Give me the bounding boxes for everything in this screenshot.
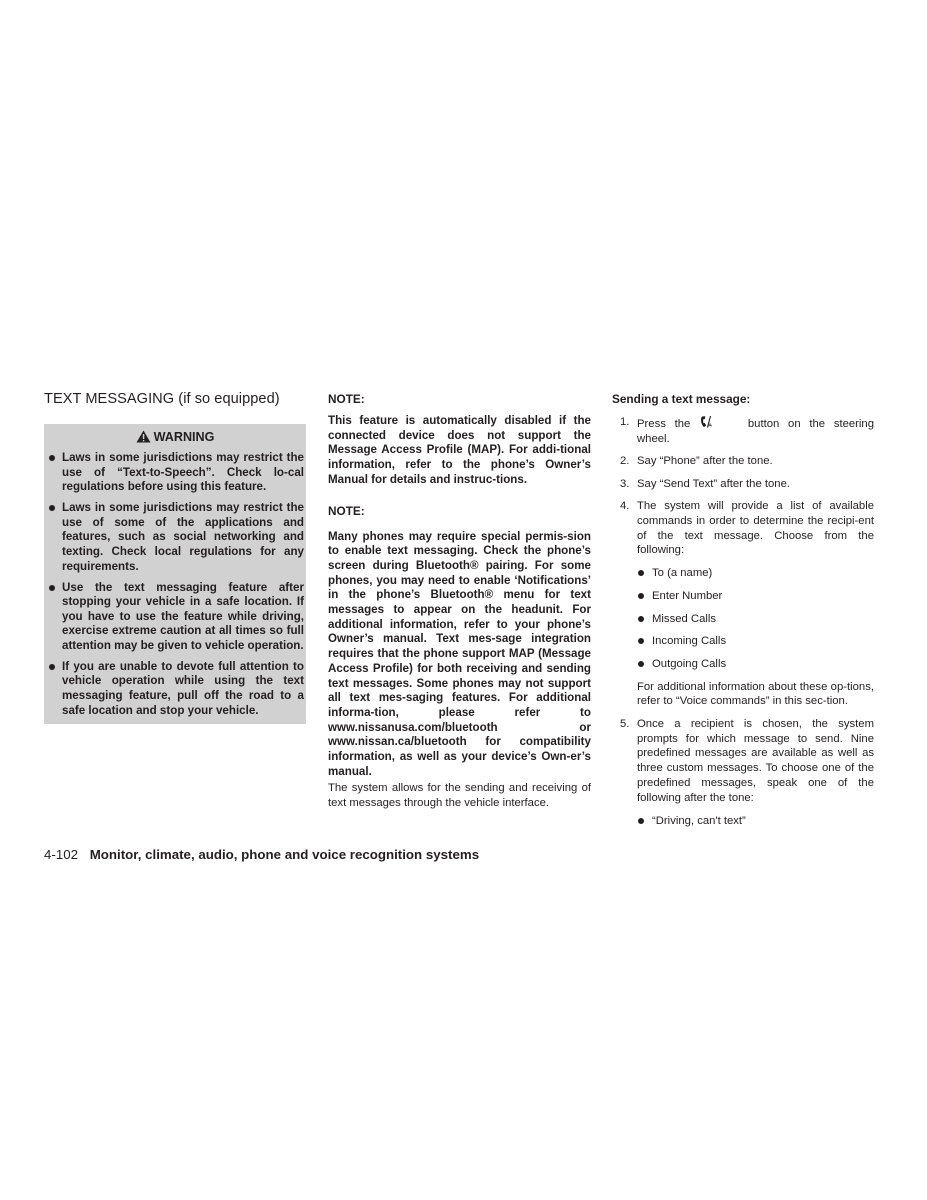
- bullet-icon: [638, 570, 644, 576]
- note-body: This feature is automatically disabled if the connected device does not support the Message Access Profile (MAP). For addi-tional information, refer to the phone’s Owner’s Manual for details and instruc-tions.: [328, 414, 591, 486]
- option-item: Missed Calls: [637, 612, 874, 627]
- warning-item: Use the text messaging feature after stopping your vehicle in a safe location. If you have to use the feature while driving, exercise extreme caution at all times so full attention may be given to vehicle operation.: [46, 581, 304, 654]
- bullet-icon: [49, 505, 55, 511]
- note-body: Many phones may require special permis-sion to enable text messaging. Check the phone’s screen during Bluetooth® pairing. For some phones, you may need to enable ‘Notifications’ in the phone’s Bluetooth® menu for text messages to appear on the headunit. For additional information, refer to your phone’s Owner’s manual. Text mes-sage integration requires that the phone support MAP (Message Access Profile) for both receiving and sending text messages. Some phones may not support all text mes-saging features. For additional informa-tion, please refer to www.nissanusa.com/bluetooth or www.nissan.ca/bluetooth for compatibility information, as well as your device’s Own-er’s manual.: [328, 529, 591, 778]
- steps-list: [612, 415, 874, 828]
- page-footer: [44, 847, 479, 862]
- intro-text: The system allows for the sending and receiving of text messages through the vehicle interface.: [328, 782, 591, 809]
- warning-item: Laws in some jurisdictions may restrict the use of “Text-to-Speech”. Check lo-cal regulations before using this feature.: [46, 451, 304, 495]
- bullet-icon: [49, 455, 55, 461]
- bullet-icon: [638, 593, 644, 599]
- footer-title: Monitor, climate, audio, phone and voice recognition systems: [89, 847, 480, 862]
- bullet-icon: [638, 638, 644, 644]
- recipient-options: [637, 566, 874, 672]
- bullet-icon: [638, 661, 644, 667]
- step-note: For additional information about these op-tions, refer to “Voice commands” in this sec-tion.: [637, 680, 874, 708]
- right-column: [612, 388, 874, 836]
- bullet-icon: [49, 664, 55, 670]
- bullet-icon: [49, 585, 55, 591]
- middle-column: [328, 388, 591, 810]
- step-item: 5. Once a recipient is chosen, the system prompts for which message to send. Nine predefined messages are available as well as three custom messages. To choose one of the predefined messages, speak one of the following after the tone: “Driving, can't text”: [620, 717, 874, 827]
- option-item: “Driving, can't text”: [637, 814, 874, 829]
- warning-box: [44, 424, 306, 724]
- step-item: 3. Say “Send Text” after the tone.: [620, 477, 791, 490]
- option-item: To (a name): [637, 566, 874, 581]
- option-item: Outgoing Calls: [637, 657, 874, 672]
- page-number: 4-102: [44, 847, 79, 862]
- bullet-icon: [638, 818, 644, 824]
- phone-voice-icon: [699, 415, 739, 429]
- step-item: 4. The system will provide a list of available commands in order to determine the recipi-ent of the text message. Choose from the following: To (a name) Enter Number Missed Calls Incoming Calls Outgoing Calls For additional information about these op-tions, refer to “Voice commands” in this sec-tion.: [620, 499, 874, 708]
- sending-heading: Sending a text message:: [612, 392, 751, 406]
- warning-list: [46, 451, 304, 718]
- note-label: NOTE:: [328, 503, 365, 518]
- option-item: Enter Number: [637, 589, 874, 604]
- warning-header: [46, 428, 304, 445]
- message-options: [637, 814, 874, 829]
- warning-item: If you are unable to devote full attention to vehicle operation while using the text messaging feature, pull off the road to a safe location and stop your vehicle.: [46, 660, 304, 718]
- step-item: 2. Say “Phone” after the tone.: [620, 455, 773, 468]
- step-item: 1. Press the button on the steering wheel.: [620, 416, 875, 445]
- warning-item: Laws in some jurisdictions may restrict the use of some of the applications and features, such as social networking and texting. Check local regulations for any requirements.: [46, 501, 304, 574]
- note-label: NOTE:: [328, 392, 365, 406]
- warning-triangle-icon: [136, 430, 151, 443]
- left-column: [44, 388, 306, 724]
- warning-label: WARNING: [153, 429, 215, 444]
- section-title: TEXT MESSAGING (if so equipped): [44, 391, 280, 407]
- bullet-icon: [638, 616, 644, 622]
- option-item: Incoming Calls: [637, 634, 874, 649]
